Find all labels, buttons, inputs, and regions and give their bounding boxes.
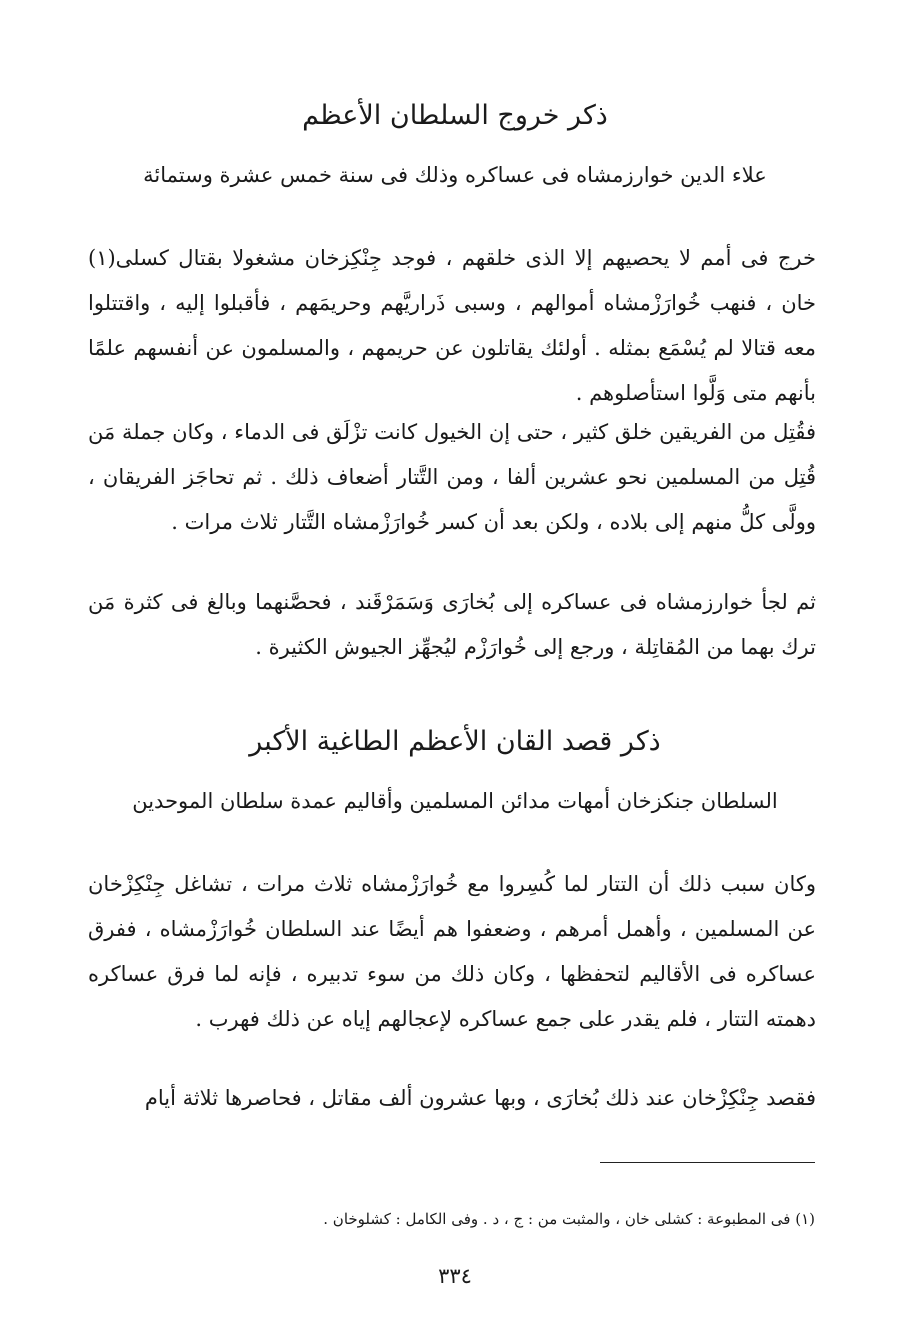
section-1-paragraph-2: فقُتِل من الفريقين خلق كثير ، حتى إن الخيول كانت تزْلَق فى الدماء ، وكان جملة مَن قُتِل من المسلمين نحو عشرين ألفا ، ومن التَّتار أضعاف ذلك . ثم تحاجَز الفريقان ، وولَّى كلُّ منهم إلى بلاده ، ولكن بعد أن كسر خُوارَزْمشاه التَّتار ثلاث مرات . (88, 420, 816, 534)
page-number: ٣٣٤ (438, 1264, 472, 1288)
section-2-subtitle: السلطان جنكزخان أمهات مدائن المسلمين وأقاليم عمدة سلطان الموحدين (132, 789, 778, 813)
footnote: (١) فى المطبوعة : كشلى خان ، والمثبت من : ج ، د . وفى الكامل : كشلوخان . (323, 1210, 815, 1228)
section-1-paragraph-3: ثم لجأ خوارزمشاه فى عساكره إلى بُخارَى وَسَمَرْقَند ، فحصَّنهما وبالغ فى كثرة مَن ترك بهما من المُقاتِلة ، ورجع إلى خُوارَزْم ليُجهِّز الجيوش الكثيرة . (88, 590, 816, 659)
section-2-paragraph-2: فقصد جِنْكِزْخان عند ذلك بُخارَى ، وبها عشرون ألف مقاتل ، فحاصرها ثلاثة أيام (144, 1086, 816, 1110)
footnote-divider (600, 1162, 815, 1163)
section-1-subtitle: علاء الدين خوارزمشاه فى عساكره وذلك فى سنة خمس عشرة وستمائة (143, 163, 767, 187)
section-2-title: ذكر قصد القان الأعظم الطاغية الأكبر (249, 726, 661, 757)
section-1-paragraph-1: خرج فى أمم لا يحصيهم إلا الذى خلقهم ، فوجد جِنْكِزخان مشغولا بقتال كسلى(١) خان ، فنهب خُوارَزْمشاه أموالهم ، وسبى ذَراريَّهم وحريمَهم ، فأقبلوا إليه ، واقتتلوا معه قتالا لم يُسْمَع بمثله . أولئك يقاتلون عن حريمهم ، والمسلمون عن أنفسهم علمًا بأنهم متى وَلَّوا استأصلوهم . (88, 246, 816, 405)
section-1-title: ذكر خروج السلطان الأعظم (302, 100, 608, 131)
section-2-paragraph-1: وكان سبب ذلك أن التتار لما كُسِروا مع خُوارَزْمشاه ثلاث مرات ، تشاغل جِنْكِزْخان عن المسلمين ، وأهمل أمرهم ، وضعفوا هم أيضًا عند السلطان خُوارَزْمشاه ، ففرق عساكره فى الأقاليم لتحفظها ، وكان ذلك من سوء تدبيره ، فإنه لما فرق عساكره دهمته التتار ، فلم يقدر على جمع عساكره لإعجالهم إياه عن ذلك فهرب . (88, 872, 816, 1031)
